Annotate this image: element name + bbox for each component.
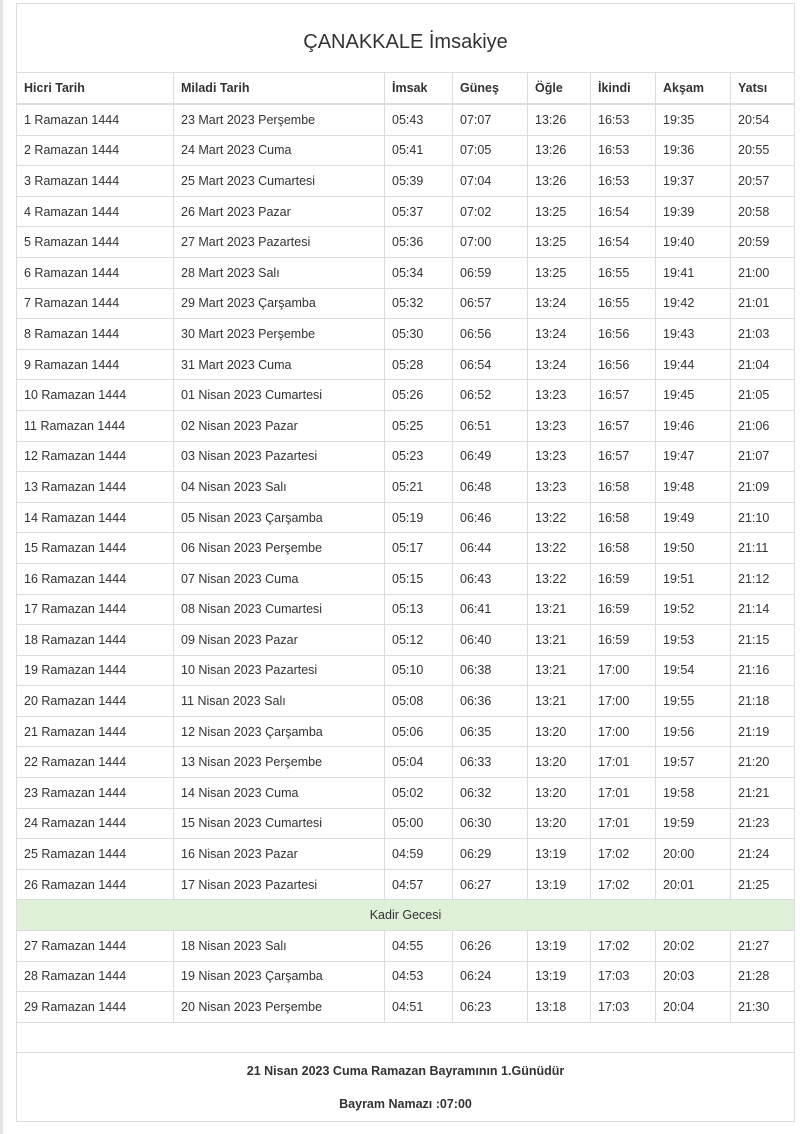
ogle-time-cell: 13:25 [528,257,591,288]
table-row [17,839,795,870]
table-row [17,135,795,166]
ikindi-time-cell: 16:59 [591,625,656,656]
table-body-before [17,104,795,900]
footer-section [17,1022,795,1121]
hicri-date-cell: 11 Ramazan 1444 [17,410,174,441]
aksam-time-cell: 19:48 [656,472,731,503]
yatsi-time-cell: 21:21 [731,778,795,809]
ogle-time-cell: 13:24 [528,349,591,380]
aksam-time-cell: 19:39 [656,196,731,227]
miladi-date-cell: 08 Nisan 2023 Cumartesi [174,594,385,625]
table-row [17,533,795,564]
ikindi-time-cell: 17:03 [591,992,656,1023]
imsak-time-cell: 05:30 [385,319,453,350]
imsak-time-cell: 05:21 [385,472,453,503]
header-miladi: Miladi Tarih [174,73,385,105]
aksam-time-cell: 19:35 [656,104,731,135]
gunes-time-cell: 06:46 [453,502,528,533]
table-row [17,992,795,1023]
hicri-date-cell: 20 Ramazan 1444 [17,686,174,717]
imsakiye-table [16,3,795,1122]
gunes-time-cell: 06:48 [453,472,528,503]
hicri-date-cell: 4 Ramazan 1444 [17,196,174,227]
gunes-time-cell: 06:43 [453,563,528,594]
aksam-time-cell: 19:37 [656,166,731,197]
yatsi-time-cell: 21:27 [731,931,795,962]
imsak-time-cell: 05:28 [385,349,453,380]
miladi-date-cell: 02 Nisan 2023 Pazar [174,410,385,441]
gunes-time-cell: 07:05 [453,135,528,166]
ikindi-time-cell: 17:00 [591,655,656,686]
hicri-date-cell: 21 Ramazan 1444 [17,716,174,747]
imsak-time-cell: 05:37 [385,196,453,227]
hicri-date-cell: 10 Ramazan 1444 [17,380,174,411]
aksam-time-cell: 19:52 [656,594,731,625]
aksam-time-cell: 20:00 [656,839,731,870]
hicri-date-cell: 25 Ramazan 1444 [17,839,174,870]
ogle-time-cell: 13:25 [528,227,591,258]
yatsi-time-cell: 20:54 [731,104,795,135]
ogle-time-cell: 13:21 [528,686,591,717]
yatsi-time-cell: 21:28 [731,961,795,992]
gunes-time-cell: 06:38 [453,655,528,686]
ogle-time-cell: 13:26 [528,135,591,166]
table-row [17,655,795,686]
ogle-time-cell: 13:21 [528,625,591,656]
aksam-time-cell: 20:01 [656,869,731,900]
miladi-date-cell: 15 Nisan 2023 Cumartesi [174,808,385,839]
ikindi-time-cell: 16:55 [591,288,656,319]
hicri-date-cell: 18 Ramazan 1444 [17,625,174,656]
miladi-date-cell: 09 Nisan 2023 Pazar [174,625,385,656]
aksam-time-cell: 19:47 [656,441,731,472]
table-row [17,227,795,258]
ogle-time-cell: 13:20 [528,778,591,809]
ogle-time-cell: 13:24 [528,288,591,319]
ogle-time-cell: 13:19 [528,961,591,992]
yatsi-time-cell: 21:09 [731,472,795,503]
miladi-date-cell: 30 Mart 2023 Perşembe [174,319,385,350]
aksam-time-cell: 19:50 [656,533,731,564]
table-row [17,104,795,135]
ogle-time-cell: 13:26 [528,104,591,135]
hicri-date-cell: 19 Ramazan 1444 [17,655,174,686]
table-row [17,349,795,380]
yatsi-time-cell: 21:20 [731,747,795,778]
imsak-time-cell: 05:06 [385,716,453,747]
miladi-date-cell: 25 Mart 2023 Cumartesi [174,166,385,197]
yatsi-time-cell: 21:15 [731,625,795,656]
yatsi-time-cell: 21:04 [731,349,795,380]
yatsi-time-cell: 21:30 [731,992,795,1023]
aksam-time-cell: 19:57 [656,747,731,778]
header-ogle: Öğle [528,73,591,105]
ogle-time-cell: 13:20 [528,747,591,778]
hicri-date-cell: 14 Ramazan 1444 [17,502,174,533]
ogle-time-cell: 13:21 [528,655,591,686]
yatsi-time-cell: 21:12 [731,563,795,594]
gunes-time-cell: 07:04 [453,166,528,197]
miladi-date-cell: 19 Nisan 2023 Çarşamba [174,961,385,992]
miladi-date-cell: 20 Nisan 2023 Perşembe [174,992,385,1023]
hicri-date-cell: 1 Ramazan 1444 [17,104,174,135]
ogle-time-cell: 13:18 [528,992,591,1023]
miladi-date-cell: 31 Mart 2023 Cuma [174,349,385,380]
aksam-time-cell: 19:46 [656,410,731,441]
imsak-time-cell: 05:43 [385,104,453,135]
table-row [17,931,795,962]
imsak-time-cell: 05:25 [385,410,453,441]
ogle-time-cell: 13:22 [528,502,591,533]
gunes-time-cell: 06:44 [453,533,528,564]
hicri-date-cell: 16 Ramazan 1444 [17,563,174,594]
hicri-date-cell: 27 Ramazan 1444 [17,931,174,962]
gunes-time-cell: 06:27 [453,869,528,900]
table-row [17,472,795,503]
table-row [17,502,795,533]
miladi-date-cell: 13 Nisan 2023 Perşembe [174,747,385,778]
yatsi-time-cell: 21:03 [731,319,795,350]
imsak-time-cell: 05:39 [385,166,453,197]
footer-cell [17,1052,795,1121]
kadir-section [17,900,795,931]
miladi-date-cell: 23 Mart 2023 Perşembe [174,104,385,135]
ogle-time-cell: 13:23 [528,441,591,472]
aksam-time-cell: 19:54 [656,655,731,686]
hicri-date-cell: 7 Ramazan 1444 [17,288,174,319]
ikindi-time-cell: 17:02 [591,839,656,870]
ikindi-time-cell: 17:00 [591,716,656,747]
miladi-date-cell: 05 Nisan 2023 Çarşamba [174,502,385,533]
imsak-time-cell: 05:02 [385,778,453,809]
ikindi-time-cell: 16:56 [591,349,656,380]
gunes-time-cell: 07:02 [453,196,528,227]
imsak-time-cell: 05:23 [385,441,453,472]
bayram-namazi-text: Bayram Namazı :07:00 [339,1096,472,1111]
table-row [17,594,795,625]
table-row [17,380,795,411]
gunes-time-cell: 06:24 [453,961,528,992]
ikindi-time-cell: 16:57 [591,380,656,411]
table-row [17,778,795,809]
aksam-time-cell: 19:36 [656,135,731,166]
miladi-date-cell: 26 Mart 2023 Pazar [174,196,385,227]
ikindi-time-cell: 16:59 [591,563,656,594]
miladi-date-cell: 18 Nisan 2023 Salı [174,931,385,962]
table-row [17,716,795,747]
ikindi-time-cell: 17:03 [591,961,656,992]
aksam-time-cell: 19:41 [656,257,731,288]
ikindi-time-cell: 16:53 [591,135,656,166]
imsak-time-cell: 05:36 [385,227,453,258]
imsak-time-cell: 05:15 [385,563,453,594]
ogle-time-cell: 13:22 [528,563,591,594]
hicri-date-cell: 15 Ramazan 1444 [17,533,174,564]
ikindi-time-cell: 16:54 [591,227,656,258]
header-imsak: İmsak [385,73,453,105]
header-ikindi: İkindi [591,73,656,105]
miladi-date-cell: 27 Mart 2023 Pazartesi [174,227,385,258]
ogle-time-cell: 13:19 [528,869,591,900]
ogle-time-cell: 13:23 [528,472,591,503]
miladi-date-cell: 03 Nisan 2023 Pazartesi [174,441,385,472]
ikindi-time-cell: 16:53 [591,166,656,197]
bayram-text: 21 Nisan 2023 Cuma Ramazan Bayramının 1.Günüdür [246,1063,565,1078]
spacer-cell [17,1022,795,1052]
gunes-time-cell: 06:57 [453,288,528,319]
ogle-time-cell: 13:23 [528,410,591,441]
hicri-date-cell: 3 Ramazan 1444 [17,166,174,197]
header-gunes: Güneş [453,73,528,105]
ikindi-time-cell: 16:59 [591,594,656,625]
miladi-date-cell: 24 Mart 2023 Cuma [174,135,385,166]
hicri-date-cell: 6 Ramazan 1444 [17,257,174,288]
ikindi-time-cell: 16:57 [591,410,656,441]
miladi-date-cell: 16 Nisan 2023 Pazar [174,839,385,870]
spacer-row [17,1022,795,1052]
table-row [17,319,795,350]
ogle-time-cell: 13:19 [528,839,591,870]
miladi-date-cell: 07 Nisan 2023 Cuma [174,563,385,594]
yatsi-time-cell: 20:55 [731,135,795,166]
yatsi-time-cell: 20:57 [731,166,795,197]
hicri-date-cell: 26 Ramazan 1444 [17,869,174,900]
imsak-time-cell: 05:12 [385,625,453,656]
yatsi-time-cell: 20:58 [731,196,795,227]
imsak-time-cell: 04:51 [385,992,453,1023]
ikindi-time-cell: 16:56 [591,319,656,350]
page-title: ÇANAKKALE İmsakiye [17,4,795,73]
ogle-time-cell: 13:25 [528,196,591,227]
gunes-time-cell: 06:54 [453,349,528,380]
ikindi-time-cell: 16:58 [591,472,656,503]
ikindi-time-cell: 17:02 [591,931,656,962]
imsak-time-cell: 04:55 [385,931,453,962]
miladi-date-cell: 10 Nisan 2023 Pazartesi [174,655,385,686]
miladi-date-cell: 12 Nisan 2023 Çarşamba [174,716,385,747]
header-hicri: Hicri Tarih [17,73,174,105]
miladi-date-cell: 28 Mart 2023 Salı [174,257,385,288]
imsak-time-cell: 05:32 [385,288,453,319]
imsak-time-cell: 05:41 [385,135,453,166]
aksam-time-cell: 19:40 [656,227,731,258]
table-body-after [17,931,795,1023]
gunes-time-cell: 07:00 [453,227,528,258]
header-row [17,73,795,105]
gunes-time-cell: 06:26 [453,931,528,962]
gunes-time-cell: 06:32 [453,778,528,809]
hicri-date-cell: 8 Ramazan 1444 [17,319,174,350]
gunes-time-cell: 06:23 [453,992,528,1023]
table-row [17,563,795,594]
aksam-time-cell: 19:49 [656,502,731,533]
ikindi-time-cell: 17:01 [591,778,656,809]
kadir-row [17,900,795,931]
table-row [17,196,795,227]
gunes-time-cell: 07:07 [453,104,528,135]
imsak-time-cell: 04:53 [385,961,453,992]
imsakiye-container [16,3,794,1122]
gunes-time-cell: 06:41 [453,594,528,625]
imsak-time-cell: 05:10 [385,655,453,686]
imsak-time-cell: 05:19 [385,502,453,533]
yatsi-time-cell: 21:05 [731,380,795,411]
hicri-date-cell: 28 Ramazan 1444 [17,961,174,992]
miladi-date-cell: 01 Nisan 2023 Cumartesi [174,380,385,411]
ikindi-time-cell: 16:53 [591,104,656,135]
title-row [17,4,795,73]
ikindi-time-cell: 17:00 [591,686,656,717]
table-row [17,961,795,992]
imsak-time-cell: 05:08 [385,686,453,717]
header-aksam: Akşam [656,73,731,105]
ogle-time-cell: 13:19 [528,931,591,962]
ikindi-time-cell: 16:58 [591,533,656,564]
miladi-date-cell: 17 Nisan 2023 Pazartesi [174,869,385,900]
imsak-time-cell: 05:26 [385,380,453,411]
aksam-time-cell: 19:43 [656,319,731,350]
aksam-time-cell: 20:03 [656,961,731,992]
ikindi-time-cell: 16:58 [591,502,656,533]
yatsi-time-cell: 21:01 [731,288,795,319]
table-row [17,625,795,656]
table-row [17,869,795,900]
ogle-time-cell: 13:21 [528,594,591,625]
ikindi-time-cell: 16:54 [591,196,656,227]
gunes-time-cell: 06:30 [453,808,528,839]
aksam-time-cell: 20:02 [656,931,731,962]
imsak-time-cell: 05:00 [385,808,453,839]
miladi-date-cell: 06 Nisan 2023 Perşembe [174,533,385,564]
gunes-time-cell: 06:56 [453,319,528,350]
gunes-time-cell: 06:33 [453,747,528,778]
imsak-time-cell: 05:13 [385,594,453,625]
yatsi-time-cell: 21:10 [731,502,795,533]
gunes-time-cell: 06:35 [453,716,528,747]
header-yatsi: Yatsı [731,73,795,105]
table-row [17,686,795,717]
aksam-time-cell: 19:59 [656,808,731,839]
gunes-time-cell: 06:36 [453,686,528,717]
imsak-time-cell: 05:34 [385,257,453,288]
footer-row [17,1052,795,1121]
aksam-time-cell: 19:55 [656,686,731,717]
gunes-time-cell: 06:29 [453,839,528,870]
ikindi-time-cell: 17:01 [591,747,656,778]
ogle-time-cell: 13:24 [528,319,591,350]
ikindi-time-cell: 16:55 [591,257,656,288]
hicri-date-cell: 29 Ramazan 1444 [17,992,174,1023]
yatsi-time-cell: 21:16 [731,655,795,686]
gunes-time-cell: 06:40 [453,625,528,656]
hicri-date-cell: 23 Ramazan 1444 [17,778,174,809]
yatsi-time-cell: 21:23 [731,808,795,839]
yatsi-time-cell: 21:07 [731,441,795,472]
hicri-date-cell: 5 Ramazan 1444 [17,227,174,258]
table-row [17,257,795,288]
gunes-time-cell: 06:51 [453,410,528,441]
ikindi-time-cell: 17:02 [591,869,656,900]
miladi-date-cell: 14 Nisan 2023 Cuma [174,778,385,809]
hicri-date-cell: 12 Ramazan 1444 [17,441,174,472]
yatsi-time-cell: 21:00 [731,257,795,288]
aksam-time-cell: 19:58 [656,778,731,809]
ikindi-time-cell: 17:01 [591,808,656,839]
ogle-time-cell: 13:20 [528,716,591,747]
yatsi-time-cell: 21:19 [731,716,795,747]
hicri-date-cell: 22 Ramazan 1444 [17,747,174,778]
hicri-date-cell: 9 Ramazan 1444 [17,349,174,380]
kadir-label: Kadir Gecesi [17,900,795,931]
yatsi-time-cell: 20:59 [731,227,795,258]
table-row [17,808,795,839]
hicri-date-cell: 13 Ramazan 1444 [17,472,174,503]
yatsi-time-cell: 21:24 [731,839,795,870]
ikindi-time-cell: 16:57 [591,441,656,472]
aksam-time-cell: 19:44 [656,349,731,380]
aksam-time-cell: 20:04 [656,992,731,1023]
hicri-date-cell: 17 Ramazan 1444 [17,594,174,625]
hicri-date-cell: 24 Ramazan 1444 [17,808,174,839]
yatsi-time-cell: 21:18 [731,686,795,717]
page-left-edge [0,0,3,1134]
aksam-time-cell: 19:45 [656,380,731,411]
ogle-time-cell: 13:23 [528,380,591,411]
ogle-time-cell: 13:20 [528,808,591,839]
imsak-time-cell: 04:59 [385,839,453,870]
table-row [17,166,795,197]
ogle-time-cell: 13:22 [528,533,591,564]
miladi-date-cell: 04 Nisan 2023 Salı [174,472,385,503]
gunes-time-cell: 06:59 [453,257,528,288]
yatsi-time-cell: 21:25 [731,869,795,900]
table-row [17,410,795,441]
aksam-time-cell: 19:53 [656,625,731,656]
ogle-time-cell: 13:26 [528,166,591,197]
aksam-time-cell: 19:51 [656,563,731,594]
table-row [17,441,795,472]
hicri-date-cell: 2 Ramazan 1444 [17,135,174,166]
miladi-date-cell: 11 Nisan 2023 Salı [174,686,385,717]
yatsi-time-cell: 21:06 [731,410,795,441]
gunes-time-cell: 06:52 [453,380,528,411]
miladi-date-cell: 29 Mart 2023 Çarşamba [174,288,385,319]
aksam-time-cell: 19:56 [656,716,731,747]
yatsi-time-cell: 21:11 [731,533,795,564]
aksam-time-cell: 19:42 [656,288,731,319]
yatsi-time-cell: 21:14 [731,594,795,625]
table-row [17,288,795,319]
table-row [17,747,795,778]
imsak-time-cell: 05:17 [385,533,453,564]
imsak-time-cell: 05:04 [385,747,453,778]
imsak-time-cell: 04:57 [385,869,453,900]
gunes-time-cell: 06:49 [453,441,528,472]
